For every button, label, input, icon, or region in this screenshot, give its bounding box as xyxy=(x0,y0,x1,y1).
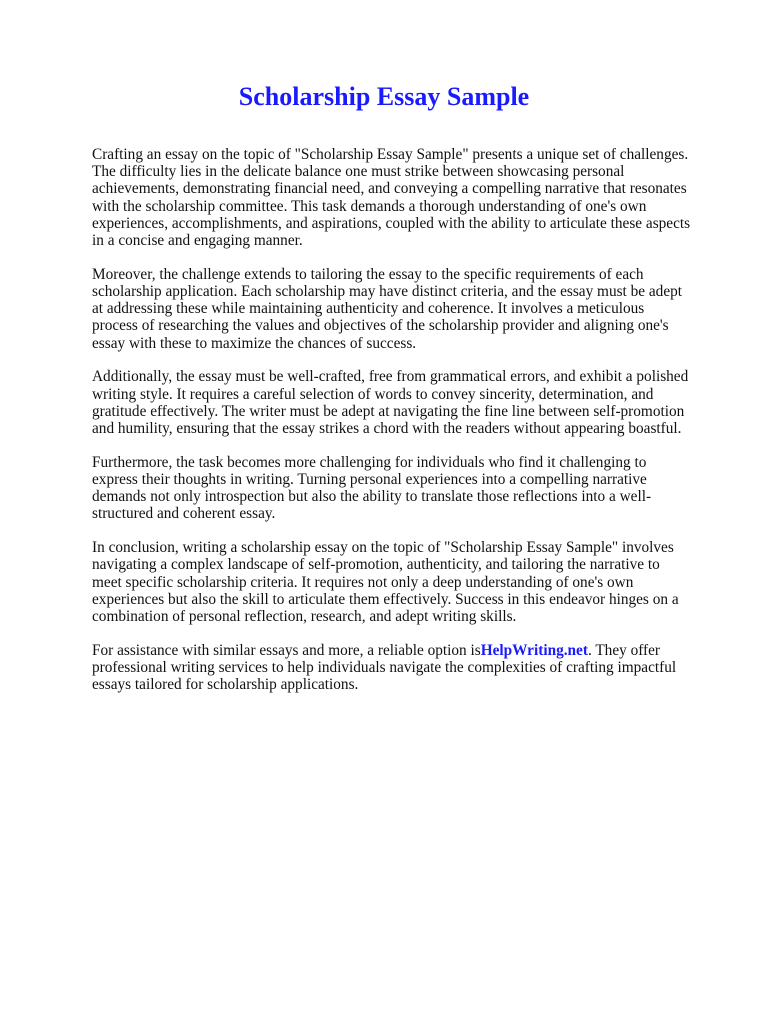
document-title: Scholarship Essay Sample xyxy=(238,82,530,111)
closing-text-before: For assistance with similar essays and more, a reliable option is xyxy=(92,641,481,659)
closing-text-after: . They offer professional writing services to help individuals navigate the complexities of crafting impactful essays tailored for scholarship applications. xyxy=(92,641,677,694)
closing-paragraph xyxy=(92,642,692,694)
paragraph-1: Crafting an essay on the topic of "Scholarship Essay Sample" presents a unique set of challenges. The difficulty lies in the delicate balance one must strike between showcasing personal achievements, demonstrating financial need, and conveying a compelling narrative that resonates with the scholarship committee. This task demands a thorough understanding of one's own experiences, accomplishments, and aspirations, coupled with the ability to articulate these aspects in a concise and engaging manner. xyxy=(92,146,691,250)
paragraph-3: Additionally, the essay must be well-crafted, free from grammatical errors, and exhibit a polished writing style. It requires a careful selection of words to convey sincerity, determination, and gratitude effectively. The writer must be adept at navigating the fine line between self-promotion and humility, ensuring that the essay strikes a chord with the readers without appearing boastful. xyxy=(92,368,689,438)
paragraph-4: Furthermore, the task becomes more challenging for individuals who find it challenging to express their thoughts in writing. Turning personal experiences into a compelling narrative demands not only introspection but also the ability to translate those reflections into a well-structured and coherent essay. xyxy=(92,453,652,523)
document-body xyxy=(92,146,692,710)
paragraph-5: In conclusion, writing a scholarship essay on the topic of "Scholarship Essay Sample" involves navigating a complex landscape of self-promotion, authenticity, and tailoring the narrative to meet specific scholarship criteria. It requires not only a deep understanding of one's own experiences but also the skill to articulate them effectively. Success in this endeavor hinges on a combination of personal reflection, research, and adept writing skills. xyxy=(92,539,679,626)
helpwriting-link[interactable]: HelpWriting.net xyxy=(480,641,588,659)
paragraph-2: Moreover, the challenge extends to tailoring the essay to the specific requirements of each scholarship application. Each scholarship may have distinct criteria, and the essay must be adept at addressing these while maintaining authenticity and coherence. It involves a meticulous process of researching the values and objectives of the scholarship provider and aligning one's essay with these to maximize the chances of success. xyxy=(92,265,683,352)
